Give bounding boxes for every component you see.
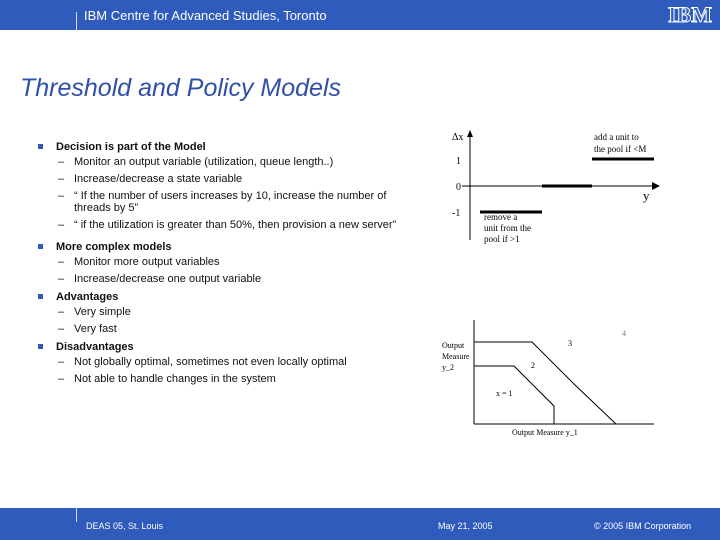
bullet-text: Advantages [56, 291, 119, 303]
y-axis-label: Δx [452, 132, 464, 143]
threshold-diagram [418, 128, 668, 248]
header-title: IBM Centre for Advanced Studies, Toronto [84, 8, 327, 23]
sub-bullet-text: “ if the utilization is greater than 50%, then provision a new server” [74, 219, 397, 231]
sub-bullet-text: Monitor an output variable (utilization, queue length..) [74, 156, 334, 168]
x-axis-label: Output Measure y_1 [512, 428, 578, 437]
y-axis-label: y_2 [442, 363, 454, 372]
sub-bullet-item [36, 219, 408, 231]
sub-bullet-item [36, 173, 408, 185]
y-axis-arrow-icon [467, 130, 473, 137]
dash-icon: – [58, 323, 65, 335]
bullet-square-icon [38, 344, 43, 349]
ibm-logo-icon [664, 3, 716, 25]
footer-divider [76, 508, 77, 522]
sub-bullet-item [36, 256, 408, 268]
x-axis-arrow-icon [652, 182, 660, 190]
dash-icon: – [58, 356, 65, 368]
policy-regions-diagram [436, 318, 660, 444]
bullet-text: Disadvantages [56, 341, 134, 353]
bullet-item [36, 340, 408, 354]
bullet-text: Decision is part of the Model [56, 141, 206, 153]
add-label: add a unit to [594, 132, 639, 142]
bullet-square-icon [38, 244, 43, 249]
sub-bullet-text: Not globally optimal, sometimes not even locally optimal [74, 356, 347, 368]
tick-label: -1 [452, 208, 461, 219]
dash-icon: – [58, 273, 65, 285]
remove-label: remove a [484, 212, 518, 222]
dash-icon: – [58, 173, 65, 185]
dash-icon: – [58, 156, 65, 168]
bullet-square-icon [38, 144, 43, 149]
sub-bullet-text: Very fast [74, 323, 117, 335]
region-label: 3 [568, 339, 572, 348]
region-boundary-2 [474, 342, 616, 424]
sub-bullet-text: Very simple [74, 306, 131, 318]
y-axis-label: Output [442, 341, 465, 350]
sub-bullet-text: Not able to handle changes in the system [74, 373, 276, 385]
x-axis-label: y [643, 188, 650, 203]
sub-bullet-text: “ If the number of users increases by 10, increase the number of threads by 5” [74, 190, 387, 214]
slide-title: Threshold and Policy Models [20, 74, 341, 102]
sub-bullet-text: Increase/decrease one output variable [74, 273, 262, 285]
footer-date: May 21, 2005 [438, 521, 493, 531]
sub-bullet-text: Increase/decrease a state variable [74, 173, 243, 185]
sub-bullet-item [36, 323, 408, 335]
remove-label: pool if >1 [484, 234, 520, 244]
bullet-item [36, 290, 408, 304]
dash-icon: – [58, 219, 65, 231]
ibm-logo-text: IBM [668, 3, 712, 25]
remove-label: unit from the [484, 223, 531, 233]
footer-copyright: © 2005 IBM Corporation [594, 521, 692, 531]
sub-bullet-text: Monitor more output variables [74, 256, 220, 268]
sub-bullet-item [36, 156, 408, 168]
footer-bar [0, 508, 720, 540]
bullet-item [36, 140, 408, 154]
dash-icon: – [58, 373, 65, 385]
sub-bullet-item [36, 190, 408, 214]
region-label: 2 [531, 361, 535, 370]
y-axis-label: Measure [442, 352, 470, 361]
region-label: 4 [622, 329, 626, 338]
region-label: x = 1 [496, 389, 513, 398]
bullet-square-icon [38, 294, 43, 299]
add-label: the pool if <M [594, 144, 647, 154]
dash-icon: – [58, 190, 65, 202]
tick-label: 0 [456, 182, 461, 193]
dash-icon: – [58, 306, 65, 318]
bullet-item [36, 240, 408, 254]
sub-bullet-item [36, 356, 408, 368]
tick-label: 1 [456, 156, 461, 167]
footer-event: DEAS 05, St. Louis [86, 521, 164, 531]
sub-bullet-item [36, 273, 408, 285]
sub-bullet-item [36, 373, 408, 385]
bullet-list [36, 140, 408, 390]
bullet-text: More complex models [56, 241, 172, 253]
header-bar [0, 0, 720, 30]
dash-icon: – [58, 256, 65, 268]
region-boundary-1 [474, 366, 554, 424]
sub-bullet-item [36, 306, 408, 318]
header-divider [76, 12, 77, 30]
